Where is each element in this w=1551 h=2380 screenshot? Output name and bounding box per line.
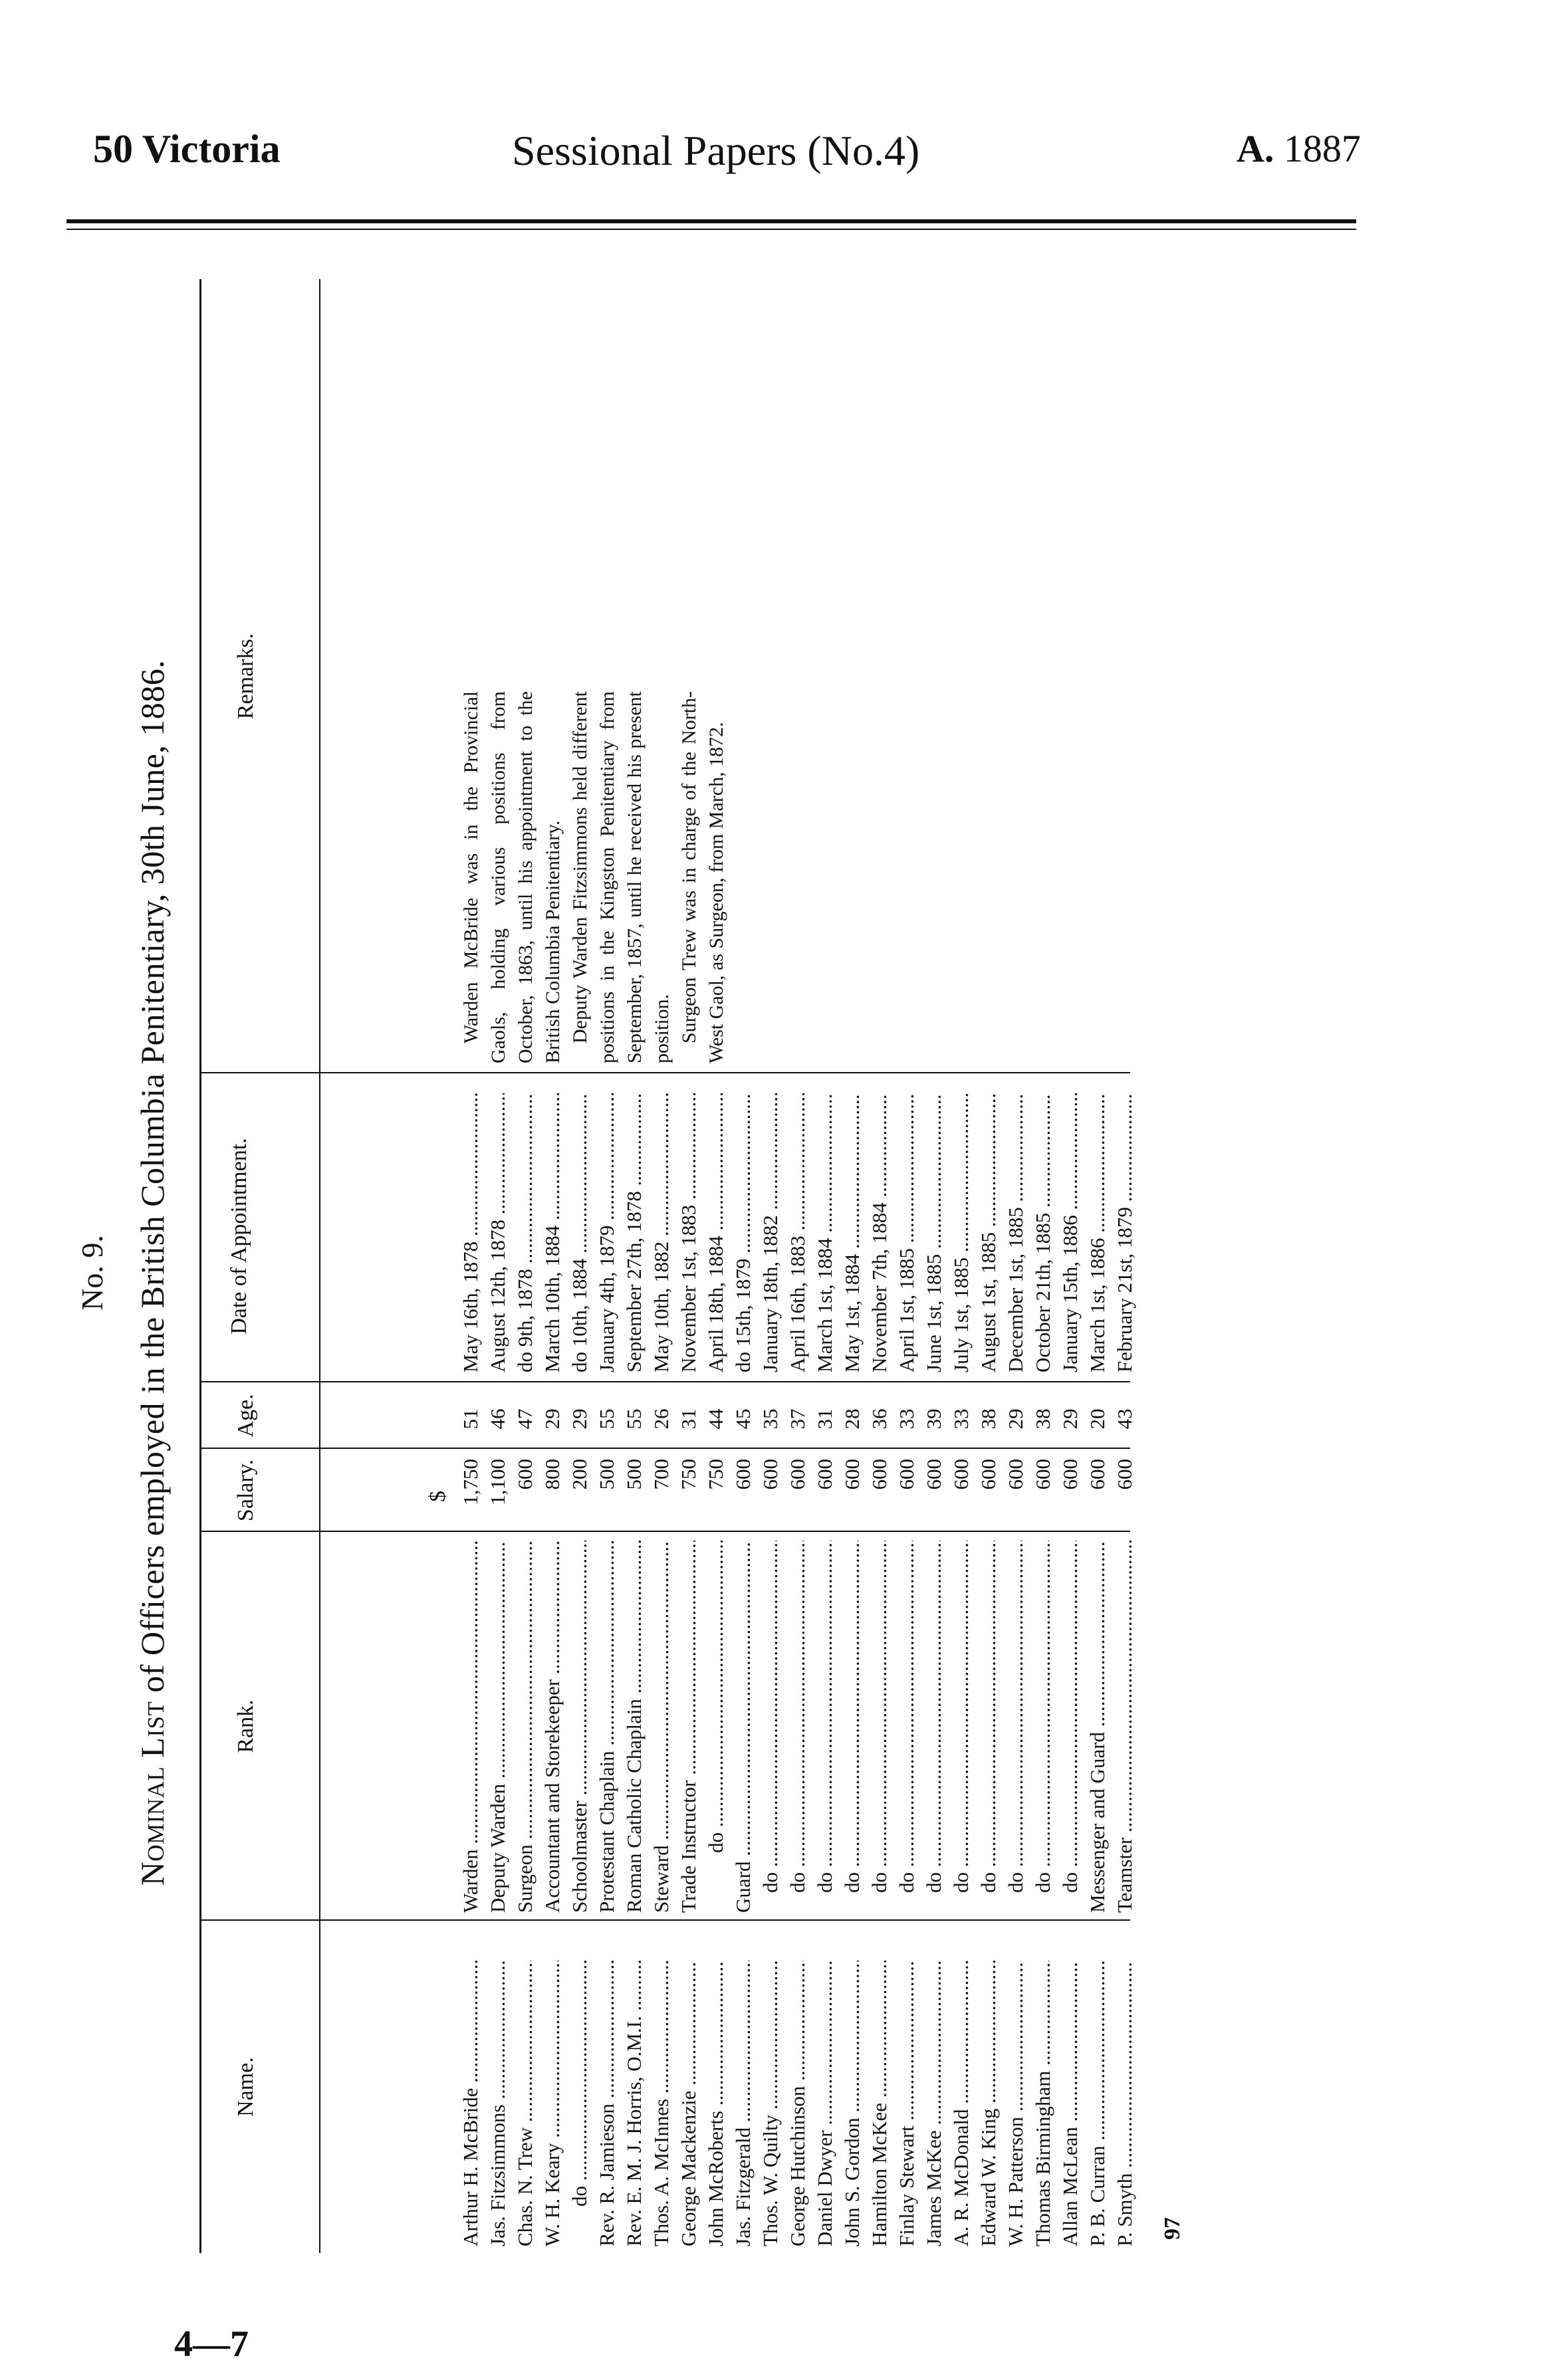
cell-date: do 10th, 1884 ..... — [568, 1093, 592, 1372]
table-row — [675, 279, 703, 2253]
cell-rank: Warden ..... — [459, 1541, 483, 1913]
table-row — [866, 279, 894, 2253]
column-header-salary: Salary. — [233, 1459, 258, 1522]
cell-date: May 10th, 1882 ..... — [650, 1093, 673, 1372]
cell-name: Edward W. King ..... — [977, 1961, 1001, 2246]
cell-date: February 21st, 1879 ..... — [1113, 1093, 1137, 1372]
cell-name: P. Smyth ..... — [1113, 1961, 1137, 2246]
column-header-rank: Rank. — [233, 1699, 258, 1753]
cell-age: 55 — [595, 1408, 618, 1430]
remark-paragraph: Warden McBride was in the Provincial Gaols, holding various positions from October, 1863, until his appointment to the British Columbia Penitentiary. — [460, 691, 564, 1063]
cell-date: May 1st, 1884 ..... — [840, 1093, 864, 1372]
officers-table — [199, 279, 1185, 2253]
currency-symbol: $ — [425, 1491, 450, 1502]
cell-age: 37 — [786, 1408, 809, 1430]
cell-age: 46 — [486, 1408, 509, 1430]
cell-salary: 800 — [540, 1459, 564, 1490]
cell-rank: do ..... — [895, 1541, 919, 1913]
table-row — [512, 279, 539, 2253]
cell-rank: do ..... — [759, 1541, 782, 1913]
cell-salary: 600 — [922, 1459, 945, 1490]
cell-date: November 7th, 1884 ..... — [868, 1093, 892, 1372]
table-row — [921, 279, 948, 2253]
header-rule — [66, 219, 1356, 223]
page-header — [0, 126, 1551, 186]
cell-name: George Hutchinson ..... — [786, 1961, 810, 2246]
cell-age: 31 — [677, 1408, 700, 1430]
sessional-papers-label: Sessional Papers (No.4) — [512, 127, 920, 174]
cell-age: 39 — [922, 1408, 945, 1430]
cell-rank: Surgeon ..... — [513, 1541, 537, 1913]
cell-name: Finlay Stewart ..... — [895, 1961, 919, 2246]
cell-rank: do ..... — [977, 1541, 1001, 1913]
cell-age: 29 — [540, 1408, 564, 1430]
cell-salary: 600 — [895, 1459, 918, 1490]
cell-salary: 600 — [759, 1459, 782, 1490]
cell-salary: 1,100 — [486, 1459, 509, 1505]
table-row — [566, 279, 594, 2253]
cell-name: Rev. E. M. J. Horris, O.M.I. ..... — [622, 1961, 646, 2246]
cell-salary: 600 — [949, 1459, 973, 1490]
cell-date: April 1st, 1885 ..... — [895, 1093, 919, 1372]
cell-name: Allan McLean ..... — [1058, 1961, 1082, 2246]
cell-salary: 600 — [868, 1459, 891, 1490]
cell-salary: 600 — [731, 1459, 755, 1490]
cell-salary: 700 — [650, 1459, 673, 1490]
table-row — [894, 279, 921, 2253]
cell-name: Thos. A. McInnes ..... — [650, 1961, 673, 2246]
cell-rank: Teamster ..... — [1113, 1541, 1137, 1913]
cell-age: 43 — [1113, 1408, 1136, 1430]
cell-date: do 9th, 1878 ..... — [513, 1093, 537, 1372]
table-header-rule — [319, 279, 320, 2253]
cell-salary: 1,750 — [459, 1459, 482, 1505]
cell-date: October 21th, 1885 ..... — [1031, 1093, 1055, 1372]
cell-rank: do ..... — [840, 1541, 864, 1913]
table-row — [812, 279, 839, 2253]
cell-date: April 16th, 1883 ..... — [786, 1093, 810, 1372]
cell-name: Chas. N. Trew ..... — [513, 1961, 537, 2246]
cell-name: Thomas Birmingham ..... — [1031, 1961, 1055, 2246]
cell-date: March 1st, 1886 ..... — [1086, 1093, 1110, 1372]
cell-name: Jas. Fitzsimmons ..... — [486, 1961, 510, 2246]
cell-date: January 4th, 1879 ..... — [595, 1093, 619, 1372]
cell-date: November 1st, 1883 ..... — [677, 1093, 701, 1372]
cell-age: 29 — [1004, 1408, 1027, 1430]
year-prefix: A. — [1237, 127, 1274, 170]
cell-name: Rev. R. Jamieson ..... — [595, 1961, 619, 2246]
cell-age: 36 — [868, 1408, 891, 1430]
cell-salary: 600 — [1058, 1459, 1082, 1490]
table-row — [621, 279, 648, 2253]
cell-rank: do ..... — [786, 1541, 810, 1913]
cell-date: January 15th, 1886 ..... — [1058, 1093, 1082, 1372]
cell-date: August 1st, 1885 ..... — [977, 1093, 1001, 1372]
cell-date: December 1st, 1885 ..... — [1004, 1093, 1028, 1372]
cell-rank: Messenger and Guard ..... — [1086, 1541, 1110, 1913]
table-row — [784, 279, 812, 2253]
cell-age: 29 — [568, 1408, 591, 1430]
cell-name: W. H. Patterson ..... — [1004, 1961, 1028, 2246]
year-label — [1237, 126, 1361, 171]
table-row — [730, 279, 757, 2253]
cell-rank: do ..... — [868, 1541, 892, 1913]
column-header-name: Name. — [233, 2057, 258, 2117]
cell-rank: do ..... — [1031, 1541, 1055, 1913]
cell-age: 29 — [1058, 1408, 1082, 1430]
cell-date: September 27th, 1878 ..... — [622, 1093, 646, 1372]
table-body — [457, 279, 1139, 2253]
column-header-remarks: Remarks. — [233, 633, 258, 720]
table-row — [757, 279, 784, 2253]
cell-rank: do ..... — [813, 1541, 837, 1913]
cell-salary: 600 — [786, 1459, 809, 1490]
cell-age: 31 — [813, 1408, 836, 1430]
table-row — [1084, 279, 1112, 2253]
session-label: 50 Victoria — [93, 127, 281, 171]
header-rule-thin — [66, 229, 1356, 230]
table-row — [594, 279, 621, 2253]
remarks-column — [457, 691, 730, 1063]
cell-age: 35 — [759, 1408, 782, 1430]
cell-date: July 1st, 1885 ..... — [949, 1093, 973, 1372]
cell-salary: 600 — [1031, 1459, 1054, 1490]
cell-age: 26 — [650, 1408, 673, 1430]
cell-date: do 15th, 1879 ..... — [731, 1093, 755, 1372]
cell-age: 55 — [622, 1408, 646, 1430]
document-title — [133, 253, 172, 2293]
remark-paragraph: Deputy Warden Fitzsimmons held different positions in the Kingston Penitentiary from September, 1857, until he received his present position. — [569, 691, 673, 1063]
cell-date: May 16th, 1878 ..... — [459, 1093, 483, 1372]
cell-name: W. H. Keary ..... — [540, 1961, 564, 2246]
title-rest: of Officers employed in the British Columbia Penitentiary, 30th June, 1886. — [134, 659, 171, 1701]
cell-age: 38 — [977, 1408, 1000, 1430]
cell-rank: do ..... — [1058, 1541, 1082, 1913]
cell-rank: do ..... — [1004, 1541, 1028, 1913]
cell-salary: 600 — [840, 1459, 864, 1490]
cell-name: Hamilton McKee ..... — [868, 1961, 892, 2246]
cell-rank: Roman Catholic Chaplain ..... — [622, 1541, 646, 1913]
title-smallcaps: Nominal List — [134, 1701, 171, 1886]
cell-name: Daniel Dwyer ..... — [813, 1961, 837, 2246]
cell-rank: do ..... — [922, 1541, 946, 1913]
cell-age: 33 — [949, 1408, 973, 1430]
table-top-rule — [199, 279, 201, 2253]
table-row — [1057, 279, 1084, 2253]
table-row — [1030, 279, 1057, 2253]
cell-name: John McRoberts ..... — [704, 1961, 728, 2246]
table-row — [648, 279, 675, 2253]
cell-name: do ..... — [568, 1961, 592, 2246]
table-row — [839, 279, 866, 2253]
cell-name: John S. Gordon ..... — [840, 1961, 864, 2246]
signature-mark: 4—7 — [174, 2324, 249, 2365]
cell-salary: 500 — [595, 1459, 618, 1490]
table-row — [975, 279, 1003, 2253]
cell-age: 51 — [459, 1408, 482, 1430]
cell-rank: do ..... — [949, 1541, 973, 1913]
cell-date: August 12th, 1878 ..... — [486, 1093, 510, 1372]
cell-date: April 18th, 1884 ..... — [704, 1093, 728, 1372]
table-row — [1003, 279, 1030, 2253]
cell-salary: 750 — [704, 1459, 727, 1490]
table-row — [539, 279, 566, 2253]
cell-age: 28 — [840, 1408, 864, 1430]
cell-salary: 600 — [1086, 1459, 1109, 1490]
cell-salary: 600 — [1113, 1459, 1136, 1490]
cell-salary: 500 — [622, 1459, 646, 1490]
cell-name: Arthur H. McBride ..... — [459, 1961, 483, 2246]
cell-rank: Guard ..... — [731, 1541, 755, 1913]
cell-salary: 200 — [568, 1459, 591, 1490]
page-number: 97 — [1160, 2217, 1185, 2240]
table-row — [948, 279, 975, 2253]
rotated-table-block — [66, 253, 1185, 2293]
cell-salary: 750 — [677, 1459, 700, 1490]
cell-name: P. B. Curran ..... — [1086, 1961, 1110, 2246]
document-number: No. 9. — [75, 1235, 109, 1311]
cell-name: A. R. McDonald ..... — [949, 1961, 973, 2246]
cell-rank: Protestant Chaplain ..... — [595, 1541, 619, 1913]
table-row — [457, 279, 485, 2253]
cell-name: James McKee ..... — [922, 1961, 946, 2246]
cell-age: 47 — [513, 1408, 537, 1430]
cell-salary: 600 — [813, 1459, 836, 1490]
cell-age: 20 — [1086, 1408, 1109, 1430]
cell-salary: 600 — [513, 1459, 537, 1490]
cell-name: George Mackenzie ..... — [677, 1961, 701, 2246]
cell-date: June 1st, 1885 ..... — [922, 1093, 946, 1372]
table-row — [1112, 279, 1139, 2253]
cell-rank: Deputy Warden ..... — [486, 1541, 510, 1913]
remark-paragraph: Surgeon Trew was in charge of the North-West Gaol, as Surgeon, from March, 1872. — [678, 691, 727, 1063]
cell-rank: Steward ..... — [650, 1541, 673, 1913]
cell-rank: Accountant and Storekeeper ..... — [540, 1541, 564, 1913]
cell-age: 45 — [731, 1408, 755, 1430]
year-value: 1887 — [1283, 127, 1361, 170]
cell-name: Thos. W. Quilty ..... — [759, 1961, 782, 2246]
cell-age: 44 — [704, 1408, 727, 1430]
cell-date: March 10th, 1884 ..... — [540, 1093, 564, 1372]
cell-date: January 18th, 1882 ..... — [759, 1093, 782, 1372]
cell-rank: Trade Instructor ..... — [677, 1541, 701, 1913]
cell-rank: do ..... — [704, 1541, 728, 1913]
table-row — [703, 279, 730, 2253]
cell-age: 33 — [895, 1408, 918, 1430]
table-row — [485, 279, 512, 2253]
cell-salary: 600 — [977, 1459, 1000, 1490]
cell-age: 38 — [1031, 1408, 1054, 1430]
cell-salary: 600 — [1004, 1459, 1027, 1490]
cell-date: March 1st, 1884 ..... — [813, 1093, 837, 1372]
column-header-age: Age. — [233, 1394, 258, 1438]
column-header-date: Date of Appointment. — [227, 1138, 251, 1335]
cell-name: Jas. Fitzgerald ..... — [731, 1961, 755, 2246]
cell-rank: Schoolmaster ..... — [568, 1541, 592, 1913]
